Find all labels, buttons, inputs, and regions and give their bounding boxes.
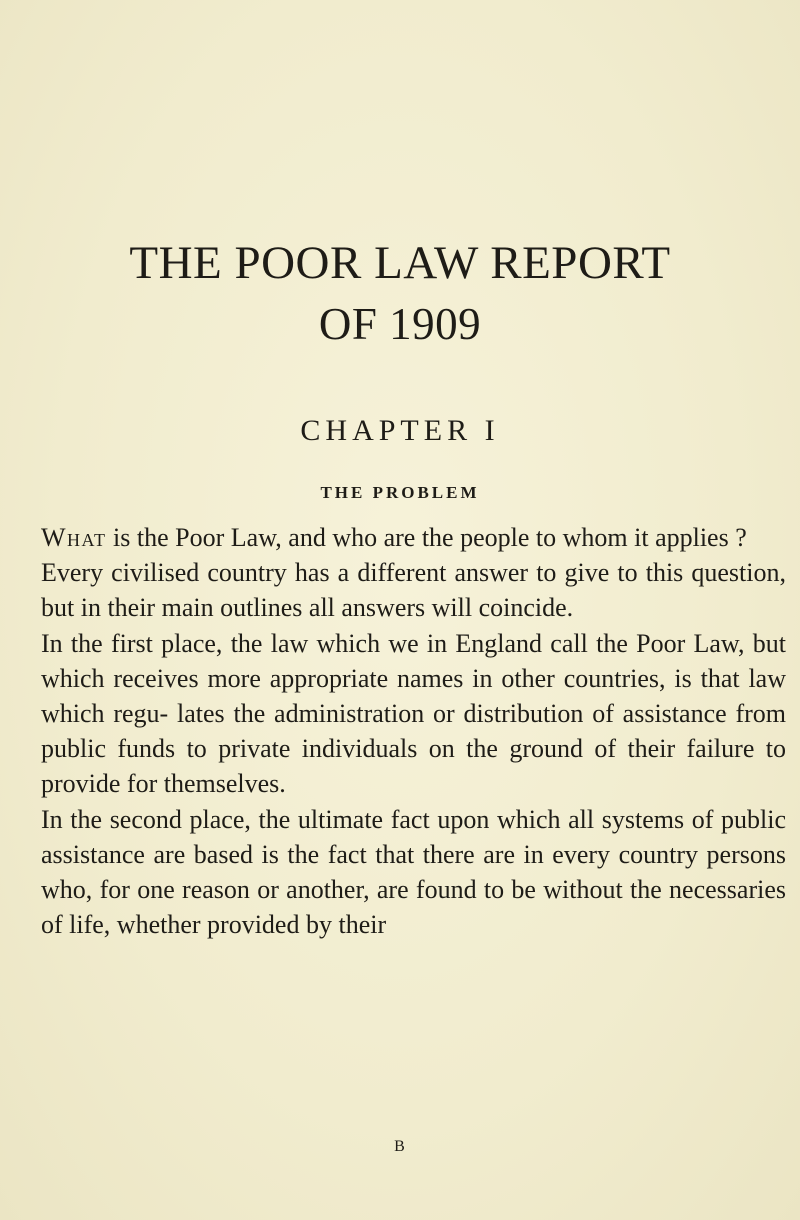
paragraph-2: Every civilised country has a different answer to give to this question, but in their main outlines all answers will coincide. [41,558,786,623]
section-title: THE PROBLEM [320,483,480,502]
paragraph-1 [41,520,786,555]
chapter-heading: CHAPTER I [300,414,500,447]
paragraph-1-lead: What [41,523,107,552]
title-line-1: THE POOR LAW REPORT [129,237,671,289]
paragraph-4: In the second place, the ultimate fact upon which all systems of public assistance are based is the fact that there are in every country persons who, for one reason or another, are found to be without the necessaries of life, whether provided by their [41,804,786,940]
paragraph-1-text: is the Poor Law, and who are the people to whom it applies ? [106,523,747,552]
body-text [41,520,786,942]
signature-mark: B [394,1138,406,1155]
paragraph-3: In the first place, the law which we in England call the Poor Law, but which receives more appropriate names in other countries, is that law which regu- lates the administration or distribution of assistance from public funds to private individuals on the ground of their failure to provide for themselves. [41,628,786,799]
title-line-2: OF 1909 [318,299,482,349]
